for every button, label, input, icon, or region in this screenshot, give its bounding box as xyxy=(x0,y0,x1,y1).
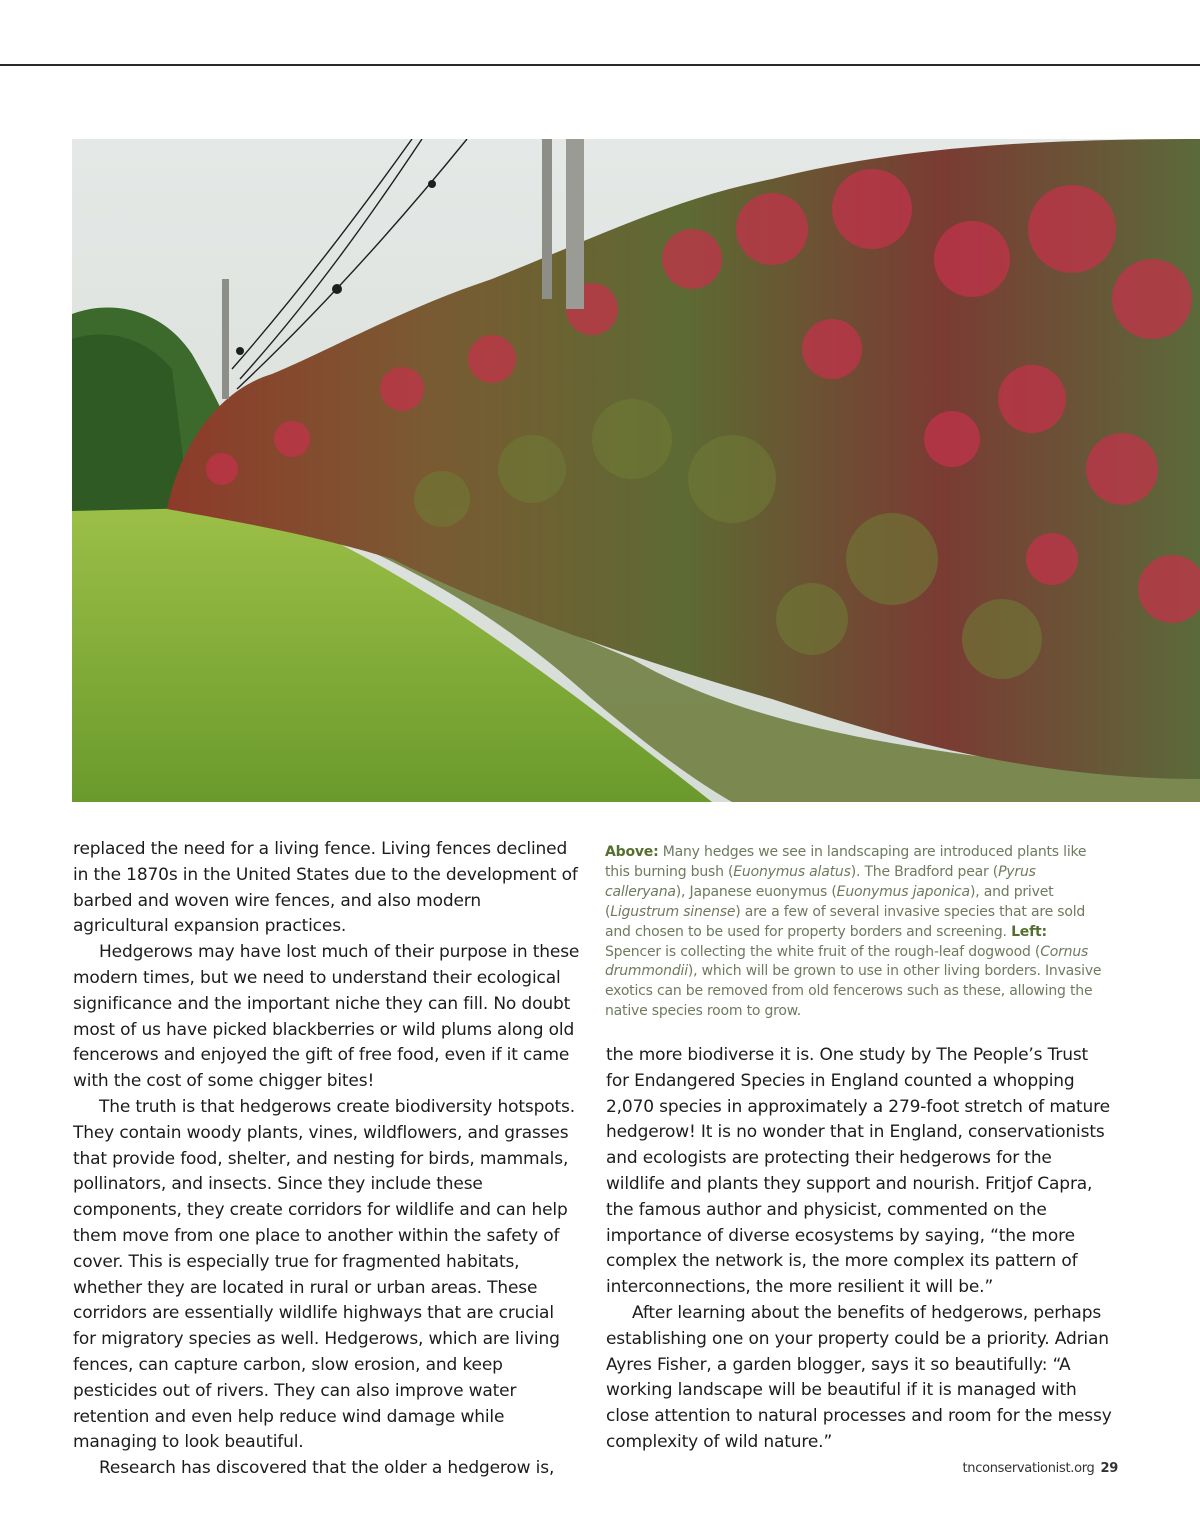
caption-text: ), Japanese euonymus ( xyxy=(675,883,837,900)
species-name: Ligustrum sinense xyxy=(610,903,736,920)
species-name: Euonymus alatus xyxy=(733,863,851,880)
caption-label-left: Left: xyxy=(1011,923,1047,940)
photo-caption xyxy=(605,843,1105,1022)
caption-text: ), which will be grown to use in other living borders. Invasive exotics can be removed from old fencerows such as these, allowing the native species room to grow. xyxy=(605,963,1102,1020)
species-name: Cornus drummondii xyxy=(605,943,1089,980)
body-paragraph: the more biodiverse it is. One study by The People’s Trust for Endangered Species in England counted a whopping 2,070 species in approximately a 279-foot stretch of mature hedgerow! It is no wonder that in England, conservationists and ecologists are protecting their hedgerows for the wildlife and plants they support and nourish. Fritjof Capra, the famous author and physicist, commented on the importance of diverse ecosystems by saying, “the more complex the network is, the more complex its pattern of interconnections, the more resilient it will be.” xyxy=(606,1045,1110,1298)
caption-text: ) are a few of several invasive species that are sold and chosen to be used for property borders and screening. xyxy=(605,903,1086,940)
caption-text: Many hedges we see in landscaping are introduced plants like this burning bush ( xyxy=(605,844,1087,880)
body-paragraph: replaced the need for a living fence. Living fences declined in the 1870s in the United States due to the development of barbed and woven wire fences, and also modern agricultural expansion practices. xyxy=(73,839,578,937)
species-name: Euonymus japonica xyxy=(836,883,970,900)
caption-text: ), and privet ( xyxy=(605,883,1054,920)
hedgerow-photo xyxy=(72,139,1200,802)
body-column-left xyxy=(73,837,581,1482)
body-paragraph: The truth is that hedgerows create biodiversity hotspots. They contain woody plants, vines, wildflowers, and grasses that provide food, shelter, and nesting for birds, mammals, pollinators, and insects. Since they include these components, they create corridors for wildlife and can help them move from one place to another within the safety of cover. This is especially true for fragmented habitats, whether they are located in rural or urban areas. These corridors are essentially wildlife highways that are crucial for migratory species as well. Hedgerows, which are living fences, can capture carbon, slow erosion, and keep pesticides out of rivers. They can also improve water retention and even help reduce wind damage while managing to look beautiful. xyxy=(73,1096,575,1453)
caption-text: Spencer is collecting the white fruit of the rough-leaf dogwood ( xyxy=(605,943,1041,960)
body-paragraph: Research has discovered that the older a hedgerow is, xyxy=(99,1458,555,1479)
page-footer xyxy=(963,1461,1119,1476)
page-number: 29 xyxy=(1100,1461,1118,1476)
species-name: Pyrus calleryana xyxy=(605,863,1036,900)
body-column-right xyxy=(606,1043,1114,1456)
caption-text: ). The Bradford pear ( xyxy=(850,863,999,880)
body-paragraph: After learning about the benefits of hedgerows, perhaps establishing one on your property could be a priority. Adrian Ayres Fisher, a garden blogger, says it so beautifully: “A working landscape will be beautiful if it is managed with close attention to natural processes and room for the messy complexity of wild nature.” xyxy=(606,1302,1112,1452)
footer-site-link[interactable]: tnconservationist.org xyxy=(962,1461,1095,1476)
body-paragraph: Hedgerows may have lost much of their purpose in these modern times, but we need to understand their ecological significance and the important niche they can fill. No doubt most of us have picked blackberries or wild plums along old fencerows and enjoyed the gift of free food, even if it came with the cost of some chigger bites! xyxy=(73,942,580,1092)
top-rule xyxy=(0,64,1200,66)
caption-label-above: Above: xyxy=(605,844,659,860)
